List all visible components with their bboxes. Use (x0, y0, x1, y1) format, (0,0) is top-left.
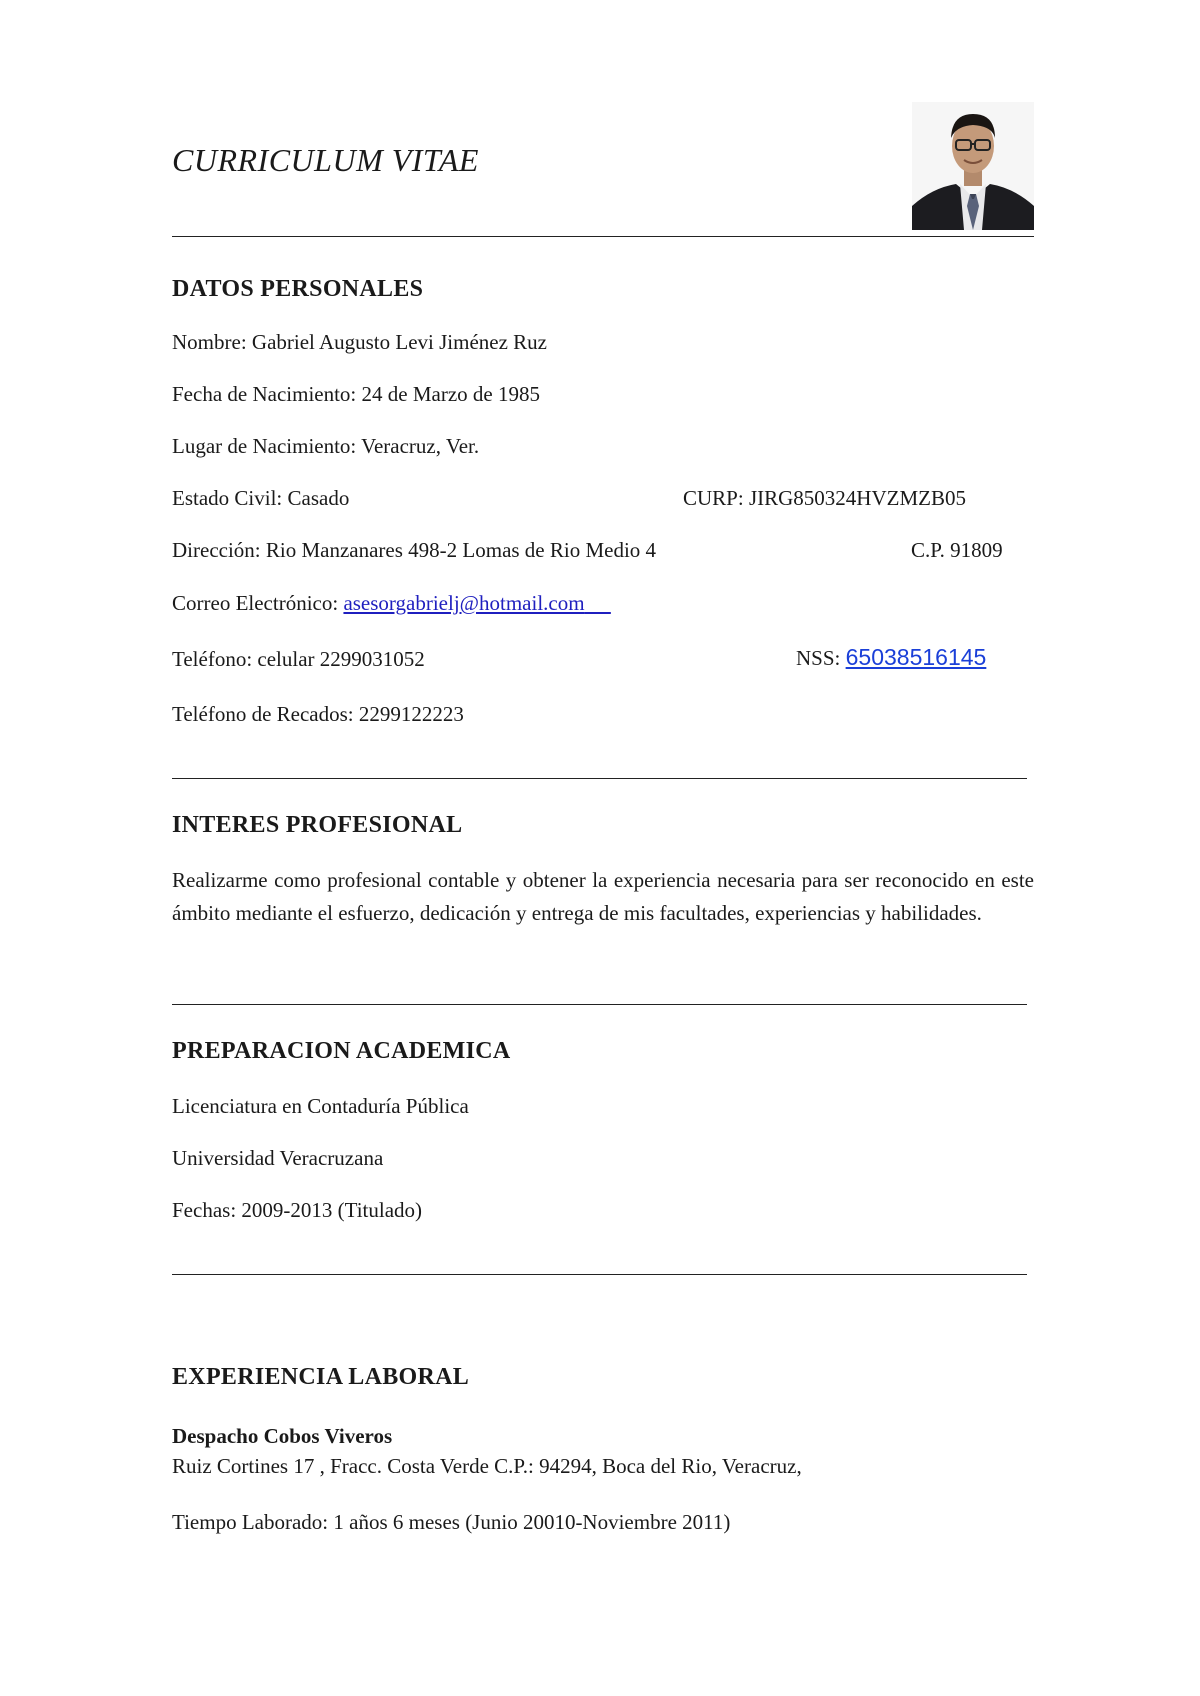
section-heading-experiencia-laboral: EXPERIENCIA LABORAL (172, 1364, 470, 1390)
section-divider (172, 1274, 1027, 1275)
field-lugar-nacimiento: Lugar de Nacimiento: Veracruz, Ver. (172, 434, 480, 458)
field-tiempo-laborado: Tiempo Laborado: 1 años 6 meses (Junio 20010-Noviembre 2011) (172, 1510, 731, 1534)
section-heading-interes-profesional: INTERES PROFESIONAL (172, 812, 463, 838)
section-divider (172, 778, 1027, 779)
title-divider (172, 236, 1034, 237)
email-link-trailing-space (585, 591, 611, 615)
field-nss (796, 644, 986, 671)
field-telefono: Teléfono: celular 2299031052 (172, 647, 425, 671)
field-empresa: Despacho Cobos Viveros (172, 1424, 393, 1448)
field-cp: C.P. 91809 (911, 538, 1003, 562)
nss-label: NSS: (796, 646, 846, 670)
field-nombre: Nombre: Gabriel Augusto Levi Jiménez Ruz (172, 330, 547, 354)
field-empresa-direccion: Ruiz Cortines 17 , Fracc. Costa Verde C.P.: 94294, Boca del Rio, Veracruz, (172, 1454, 802, 1478)
profile-photo (912, 102, 1034, 230)
section-heading-datos-personales: DATOS PERSONALES (172, 276, 424, 302)
nss-link[interactable]: 65038516145 (845, 644, 987, 670)
field-direccion: Dirección: Rio Manzanares 498-2 Lomas de Rio Medio 4 (172, 538, 657, 562)
field-grado: Licenciatura en Contaduría Pública (172, 1094, 469, 1118)
field-correo (172, 591, 611, 616)
correo-label: Correo Electrónico: (172, 591, 344, 615)
field-estado-civil: Estado Civil: Casado (172, 486, 350, 510)
field-curp: CURP: JIRG850324HVZMZB05 (683, 486, 966, 510)
field-telefono-recados: Teléfono de Recados: 2299122223 (172, 702, 464, 726)
section-heading-preparacion-academica: PREPARACION ACADEMICA (172, 1038, 511, 1064)
interes-profesional-text: Realizarme como profesional contable y obtener la experiencia necesaria para ser reconocido en este ámbito mediante el esfuerzo, dedicación y entrega de mis facultades, experiencias y habilidades. (172, 868, 1034, 925)
field-universidad: Universidad Veracruzana (172, 1146, 384, 1170)
email-link[interactable]: asesorgabrielj@hotmail.com (343, 591, 585, 615)
field-fechas: Fechas: 2009-2013 (Titulado) (172, 1198, 423, 1222)
section-divider (172, 1004, 1027, 1005)
field-fecha-nacimiento: Fecha de Nacimiento: 24 de Marzo de 1985 (172, 382, 540, 406)
cv-title: CURRICULUM VITAE (172, 142, 479, 178)
